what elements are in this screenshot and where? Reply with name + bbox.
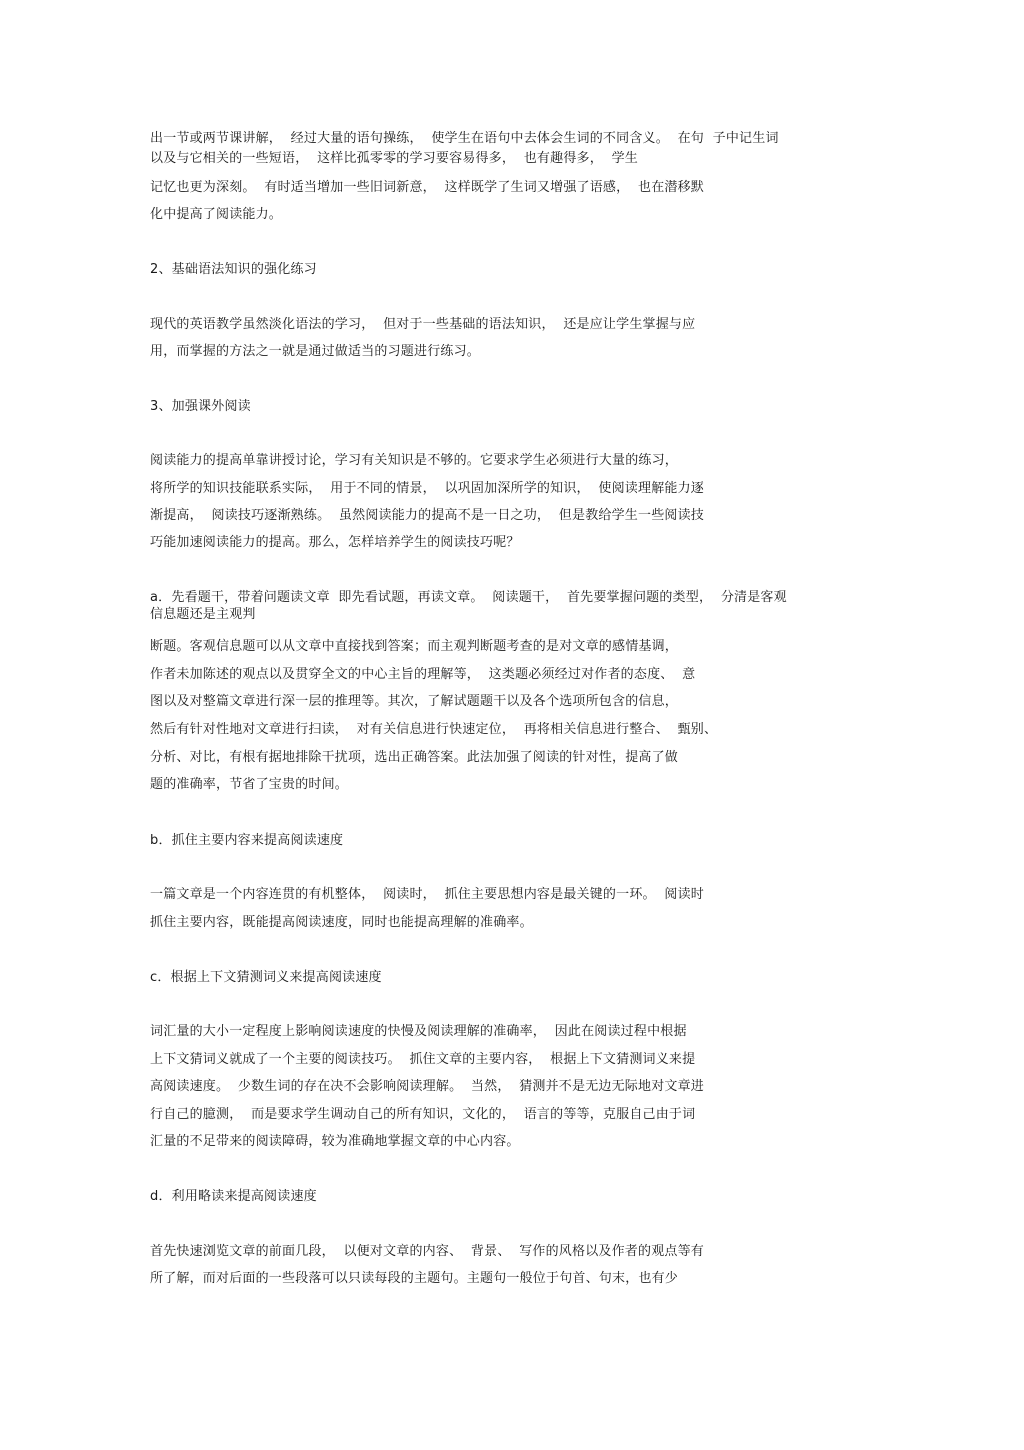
section-heading: d．利用略读来提高阅读速度 <box>150 1189 317 1204</box>
text-line: 图以及对整篇文章进行深一层的推理等。其次，了解试题题干以及各个选项所包含的信息， <box>150 694 679 709</box>
section-heading: 2、基础语法知识的强化练习 <box>150 262 317 277</box>
text-line: 现代的英语教学虽然淡化语法的学习， 但对于一些基础的语法知识， 还是应让学生掌握与应 <box>150 317 696 332</box>
text-line: 词汇量的大小一定程度上影响阅读速度的快慢及阅读理解的准确率， 因此在阅读过程中根据 <box>150 1024 687 1039</box>
text-line: a．先看题干，带着问题读文章 即先看试题，再读文章。 阅读题干， 首先要掌握问题的类型， 分清是客观 <box>150 590 787 605</box>
section-heading: c．根据上下文猜测词义来提高阅读速度 <box>150 970 382 985</box>
text-line: 题的准确率，节省了宝贵的时间。 <box>150 777 349 792</box>
section-heading: b．抓住主要内容来提高阅读速度 <box>150 833 344 848</box>
text-line: 巧能加速阅读能力的提高。那么，怎样培养学生的阅读技巧呢？ <box>150 535 520 550</box>
text-line: 化中提高了阅读能力。 <box>150 207 283 222</box>
text-line: 以及与它相关的一些短语， 这样比孤零零的学习要容易得多， 也有趣得多， 学生 <box>150 151 638 166</box>
text-line: 作者未加陈述的观点以及贯穿全文的中心主旨的理解等， 这类题必须经过对作者的态度、 意 <box>150 667 696 682</box>
text-line: 出一节或两节课讲解， 经过大量的语句操练， 使学生在语句中去体会生词的不同含义。 在句 子中记生词 <box>150 131 779 146</box>
text-line: 行自己的臆测， 而是要求学生调动自己的所有知识，文化的， 语言的等等，克服自己由于词 <box>150 1107 696 1122</box>
section-heading: 3、加强课外阅读 <box>150 399 251 414</box>
text-line: 汇量的不足带来的阅读障碍，较为准确地掌握文章的中心内容。 <box>150 1134 520 1149</box>
text-line: 阅读能力的提高单靠讲授讨论，学习有关知识是不够的。它要求学生必须进行大量的练习， <box>150 453 679 468</box>
text-line: 所了解，而对后面的一些段落可以只读每段的主题句。主题句一般位于句首、句末，也有少 <box>150 1271 679 1286</box>
text-line: 断题。客观信息题可以从文章中直接找到答案；而主观判断题考查的是对文章的感情基调， <box>150 639 679 654</box>
text-line: 记忆也更为深刻。 有时适当增加一些旧词新意， 这样既学了生词又增强了语感， 也在潜移默 <box>150 180 704 195</box>
text-line: 渐提高， 阅读技巧逐渐熟练。 虽然阅读能力的提高不是一日之功， 但是教给学生一些阅读技 <box>150 508 704 523</box>
text-line: 用，而掌握的方法之一就是通过做适当的习题进行练习。 <box>150 344 481 359</box>
text-line: 将所学的知识技能联系实际， 用于不同的情景， 以巩固加深所学的知识， 使阅读理解能力逐 <box>150 481 704 496</box>
text-line: 信息题还是主观判 <box>150 607 256 622</box>
text-line: 分析、对比，有根有据地排除干扰项，选出正确答案。此法加强了阅读的针对性，提高了做 <box>150 750 679 765</box>
text-line: 抓住主要内容，既能提高阅读速度，同时也能提高理解的准确率。 <box>150 915 533 930</box>
text-line: 高阅读速度。 少数生词的存在决不会影响阅读理解。 当然， 猜测并不是无边无际地对文章进 <box>150 1079 704 1094</box>
text-line: 上下文猜词义就成了一个主要的阅读技巧。 抓住文章的主要内容， 根据上下文猜测词义来提 <box>150 1052 696 1067</box>
text-line: 首先快速浏览文章的前面几段， 以便对文章的内容、 背景、 写作的风格以及作者的观点等有 <box>150 1244 704 1259</box>
text-line: 一篇文章是一个内容连贯的有机整体， 阅读时， 抓住主要思想内容是最关键的一环。 阅读时 <box>150 887 704 902</box>
text-line: 然后有针对性地对文章进行扫读， 对有关信息进行快速定位， 再将相关信息进行整合、 甄别、 <box>150 722 718 737</box>
